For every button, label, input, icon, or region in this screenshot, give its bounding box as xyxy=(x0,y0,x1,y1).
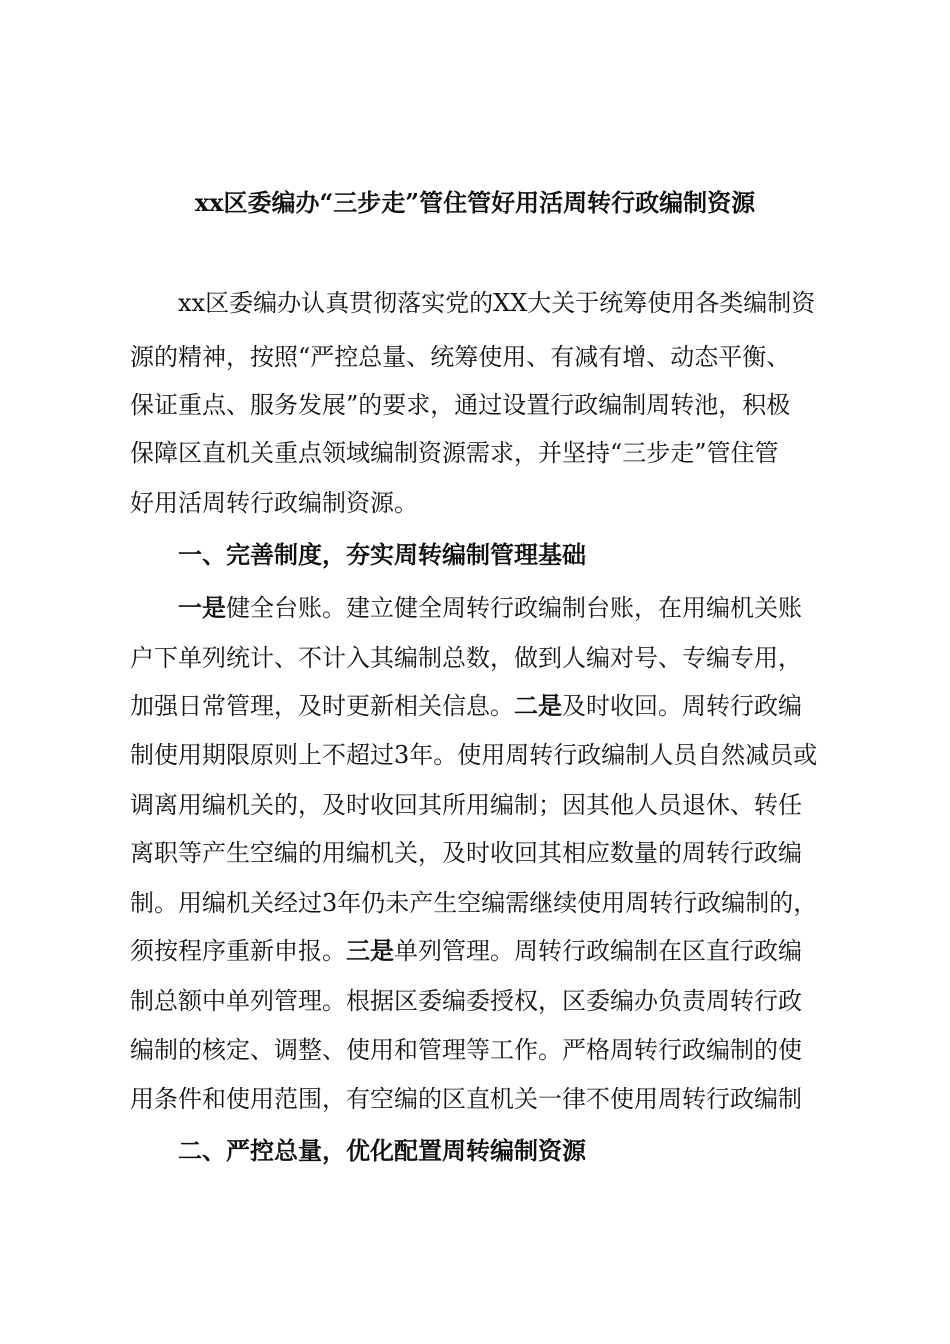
section-1-line-1-text: 健全台账。建立健全周转行政编制台账，在用编机关账 xyxy=(226,594,802,622)
intro-line-5: 好用活周转行政编制资源。 xyxy=(130,489,418,517)
section-1-line-3-pre: 加强日常管理，及时更新相关信息。 xyxy=(130,692,514,720)
intro-line-4: 保障区直机关重点领域编制资源需求，并坚持“三步走”管住管 xyxy=(130,439,779,467)
section-1-line-2: 户下单列统计、不计入其编制总数，做到人编对号、专编专用， xyxy=(130,644,802,672)
section-1-line-8 xyxy=(130,933,802,969)
section-1-line-10: 编制的核定、调整、使用和管理等工作。严格周转行政编制的使 xyxy=(130,1036,802,1064)
ordinal-third: 三是 xyxy=(346,936,394,965)
ordinal-first: 一是 xyxy=(178,593,226,622)
section-1-line-7: 制。用编机关经过3年仍未产生空编需继续使用周转行政编制的， xyxy=(130,889,818,917)
ordinal-second: 二是 xyxy=(514,691,562,720)
section-1-line-9: 制总额中单列管理。根据区委编委授权，区委编办负责周转行政 xyxy=(130,987,802,1015)
section-1-line-8-post: 单列管理。周转行政编制在区直行政编 xyxy=(394,937,802,965)
document-title: xx区委编办“三步走”管住管好用活周转行政编制资源 xyxy=(194,188,756,217)
section-2-heading: 二、严控总量，优化配置周转编制资源 xyxy=(178,1136,586,1165)
section-1-line-3 xyxy=(130,688,802,724)
section-1-heading: 一、完善制度，夯实周转编制管理基础 xyxy=(178,540,586,569)
intro-line-2: 源的精神，按照“严控总量、统筹使用、有减有增、动态平衡、 xyxy=(130,343,791,371)
section-1-line-11: 用条件和使用范围，有空编的区直机关一律不使用周转行政编制 xyxy=(130,1085,802,1113)
section-1-line-3-post: 及时收回。周转行政编 xyxy=(562,692,802,720)
section-1-line-1 xyxy=(178,590,802,626)
section-1-line-5: 调离用编机关的，及时收回其所用编制；因其他人员退休、转任 xyxy=(130,791,802,819)
intro-line-3: 保证重点、服务发展”的要求，通过设置行政编制周转池，积极 xyxy=(130,391,791,419)
intro-line-1: xx区委编办认真贯彻落实党的XX大关于统筹使用各类编制资 xyxy=(178,289,816,317)
section-1-line-6: 离职等产生空编的用编机关，及时收回其相应数量的周转行政编 xyxy=(130,839,802,867)
section-1-line-4: 制使用期限原则上不超过3年。使用周转行政编制人员自然减员或 xyxy=(130,741,818,769)
section-1-line-8-pre: 须按程序重新申报。 xyxy=(130,937,346,965)
